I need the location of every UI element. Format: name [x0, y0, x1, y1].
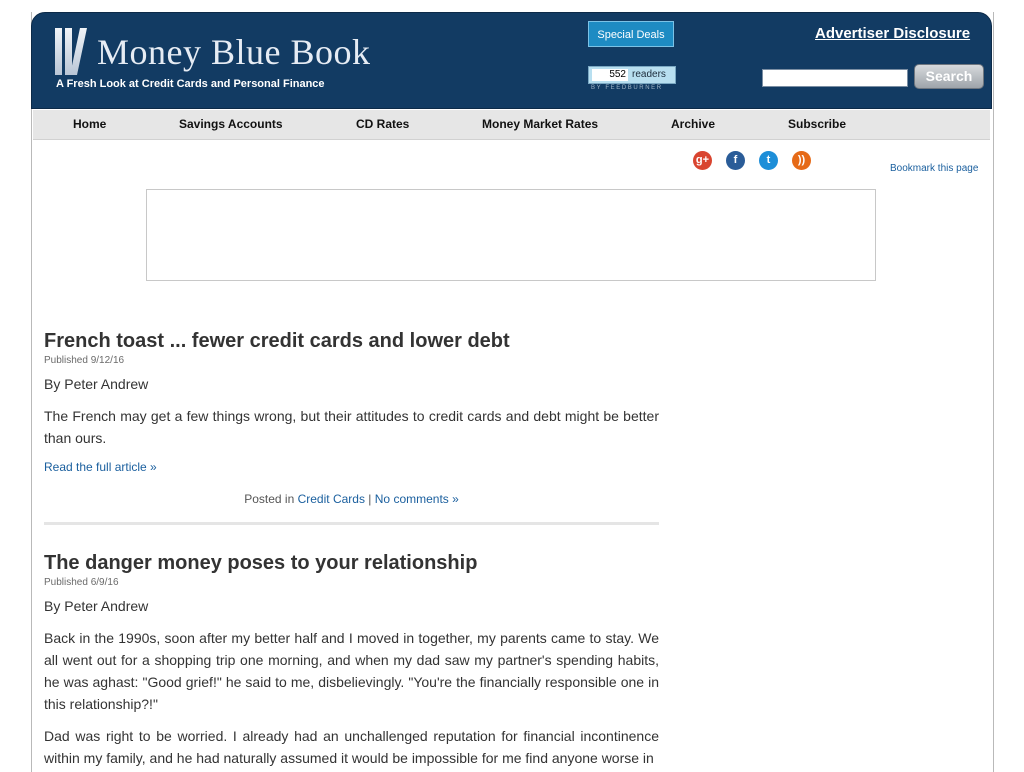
nav-home[interactable]: Home	[73, 117, 107, 131]
post-meta	[44, 492, 659, 506]
comments-link[interactable]: No comments »	[374, 492, 459, 506]
ad-banner	[146, 189, 876, 281]
post-title[interactable]: French toast ... fewer credit cards and lower debt	[44, 330, 510, 352]
feedburner-counter	[588, 66, 676, 84]
facebook-icon[interactable]: f	[726, 151, 745, 170]
site-tagline: A Fresh Look at Credit Cards and Personal Finance	[56, 78, 325, 90]
read-more-link[interactable]: Read the full article »	[44, 460, 157, 474]
posted-in-label: Posted in	[244, 492, 295, 506]
nav-savings-accounts[interactable]: Savings Accounts	[179, 117, 283, 131]
special-deals-button[interactable]: Special Deals	[588, 21, 674, 47]
readers-label: readers	[632, 69, 666, 80]
post-author: By Peter Andrew	[44, 598, 149, 614]
bookmark-link[interactable]: Bookmark this page	[890, 163, 979, 174]
search-button[interactable]: Search	[914, 64, 984, 89]
post-date: Published 6/9/16	[44, 577, 119, 588]
post-author: By Peter Andrew	[44, 376, 149, 392]
google-plus-icon[interactable]: g+	[693, 151, 712, 170]
post-excerpt: The French may get a few things wrong, but their attitudes to credit cards and debt might be better than ours.	[44, 408, 659, 446]
nav-subscribe[interactable]: Subscribe	[788, 117, 847, 131]
site-title[interactable]: Money Blue Book	[97, 32, 371, 72]
post-divider	[44, 522, 659, 525]
rss-icon[interactable]: ))	[792, 151, 811, 170]
feedburner-byline: BY FEEDBURNER	[591, 85, 663, 91]
category-link[interactable]: Credit Cards	[297, 492, 365, 506]
main-nav	[33, 110, 990, 140]
meta-separator: |	[368, 492, 372, 506]
post-date: Published 9/12/16	[44, 355, 125, 366]
nav-cd-rates[interactable]: CD Rates	[356, 117, 410, 131]
post-paragraph: Back in the 1990s, soon after my better half and I moved in together, my parents came to stay. We all went out for a shopping trip one morning, and when my dad saw my partner's spending habits, he was aghast: "Good grief!" he said to me, disbelievingly. "You're the financially responsible one in this relationship?!"	[44, 630, 659, 712]
feedburner-badge[interactable]	[588, 66, 676, 92]
post-title[interactable]: The danger money poses to your relationship	[44, 552, 478, 574]
nav-archive[interactable]: Archive	[671, 117, 716, 131]
site-header	[31, 12, 992, 109]
search-input[interactable]	[762, 69, 908, 87]
nav-money-market-rates[interactable]: Money Market Rates	[482, 117, 599, 131]
twitter-icon[interactable]: t	[759, 151, 778, 170]
advertiser-disclosure-link[interactable]: Advertiser Disclosure	[815, 25, 971, 42]
reader-count: 552	[592, 69, 628, 81]
post-paragraph: Dad was right to be worried. I already had an unchallenged reputation for financial incontinence within my family, and he had naturally assumed it would be impossible for me find anyone worse in	[44, 728, 659, 766]
logo-books-icon[interactable]	[55, 28, 91, 75]
